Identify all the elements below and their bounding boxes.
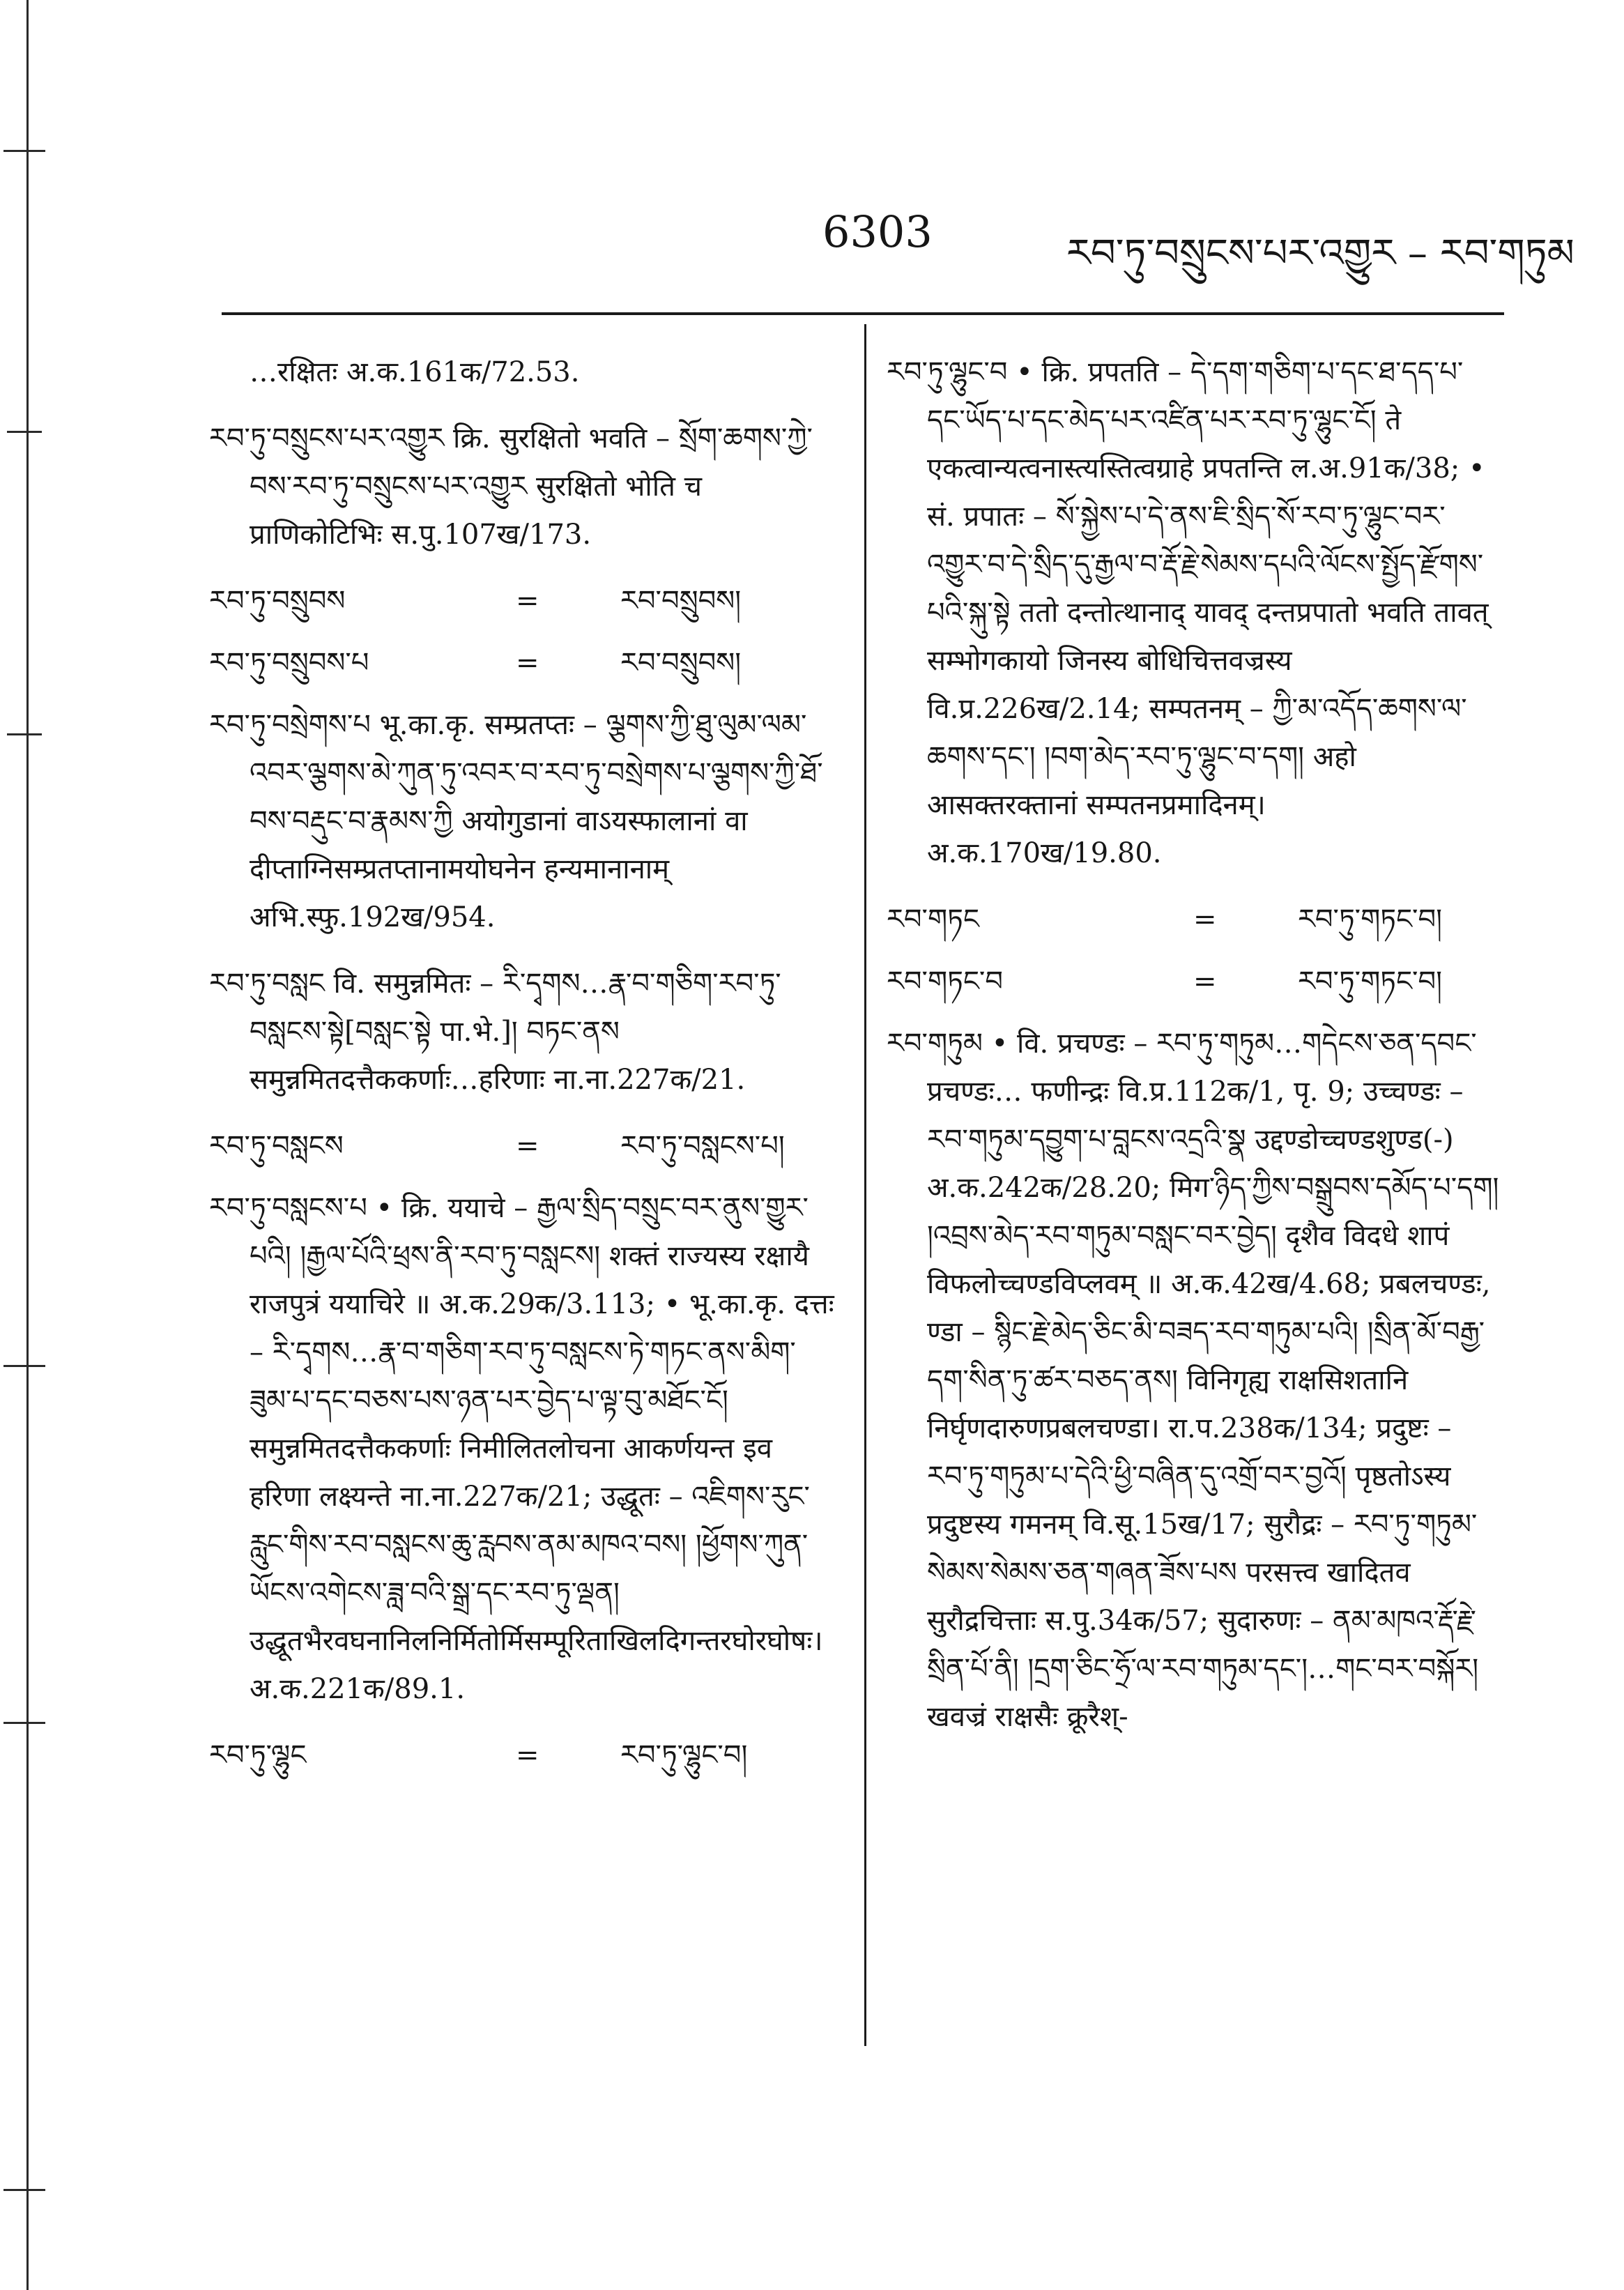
left-column — [209, 349, 836, 1794]
dictionary-entry — [209, 415, 836, 559]
margin-tick — [3, 1722, 45, 1724]
entry-text: རབ་ཏུ་ལྷུང་བ • क्रि. प्रपतति – དེ་དག་གཅིག་པ་དང་ཐ་དད་པ་དང་ཡོད་པ་དང་མེད་པར་འཛིན་པར་རབ་ཏུ་ལྷུང་ངོ། ते एकत्वान्यत्वनास्त्यस्तित्वग्राहे प्रपतन्ति ल.अ.91क/38; • सं. प्रपातः – སོ་སྐྱེས་པ་དེ་ནས་ཇི་སྲིད་སོ་རབ་ཏུ་ལྷུང་བར་འགྱུར་བ་དེ་སྲིད་དུ་རྒྱལ་བ་རྡོ་རྗེ་སེམས་དཔའི་ལོངས་སྤྱོད་རྫོགས་པའི་སྐུ་སྟེ ततो दन्तोत्थानाद् यावद् दन्तप्रपातो भवति तावत् सम्भोगकायो जिनस्य बोधिचित्तवज्रस्य वि.प्र.226ख/2.14; सम्पतनम् – ཀྱི་མ་འདོད་ཆགས་ལ་ཆགས་དང་། །བག་མེད་རབ་ཏུ་ལྷུང་བ་དག། अहो आसक्तरक्तानां सम्पतनप्रमादिनम्। अ.क.170ख/19.80. — [887, 356, 1489, 869]
cross-reference — [209, 639, 836, 687]
xref-headword: རབ་ཏུ་བསྲུབས — [209, 585, 346, 617]
xref-equals: = — [1193, 903, 1217, 936]
margin-rule — [26, 0, 29, 2290]
margin-tick — [3, 150, 45, 152]
margin-tick — [7, 431, 42, 433]
xref-target: རབ་ཏུ་གཏང་བ། — [1298, 965, 1442, 998]
entry-text: …रक्षितः अ.क.161क/72.53. — [250, 356, 580, 388]
xref-target: རབ་བསྲུབས། — [620, 585, 742, 617]
dictionary-entry — [887, 1020, 1500, 1741]
xref-target: རབ་ཏུ་ལྷུང་བ། — [620, 1739, 748, 1771]
entry-text: རབ་ཏུ་བསླངས་པ • क्रि. ययाचे – རྒྱལ་སྲིད་བསྲུང་བར་ནུས་གྱུར་པའི། །རྒྱལ་པོའི་ཕྲས་ནི་རབ་ཏུ་བསླངས། शक्तं राज्यस्य रक्षायै राजपुत्रं ययाचिरे ॥ अ.क.29क/3.113; • भू.का.कृ. दत्तः – རི་དྭགས…རྣ་བ་གཅིག་རབ་ཏུ་བསླངས་ཏེ་གཏང་ནས་མིག་ཟུམ་པ་དང་བཅས་པས་ཉན་པར་བྱེད་པ་ལྟ་བུ་མཐོང་ངོ། समुन्नमितदत्तैककर्णाः निमीलितलोचना आकर्णयन्त इव हरिणा लक्ष्यन्ते ना.ना.227क/21; उद्धूतः – འཇིགས་རུང་རླུང་གིས་རབ་བསླངས་ཆུ་རླབས་ནམ་མཁའ་བས། །ཕྱོགས་ཀུན་ཡོངས་འགེངས་ཟླ་བའི་སྒྲ་དང་རབ་ཏུ་ལྡན། उद्धूतभैरवघनानिलनिर्मितोर्मिसम्पूरिताखिलदिगन्तरघोरघोषः। अ.क.221क/89.1. — [209, 1192, 834, 1705]
dictionary-entry — [209, 1184, 836, 1713]
margin-tick — [3, 1365, 45, 1367]
cross-reference — [887, 896, 1500, 944]
header-rule — [222, 312, 1504, 315]
cross-reference — [209, 1732, 836, 1780]
dictionary-entry — [209, 960, 836, 1104]
cross-reference — [209, 1122, 836, 1170]
xref-equals: = — [1193, 965, 1217, 998]
entry-text: རབ་ཏུ་བསྲེགས་པ भू.का.कृ. सम्प्रतप्तः – ལྕགས་ཀྱི་ཐུ་ལུམ་ལམ་འབར་ལྕགས་མེ་ཀུན་ཏུ་འབར་བ་རབ་ཏུ་བསྲེགས་པ་ལྕགས་ཀྱི་ཐོ་བས་བརྡུང་བ་རྣམས་ཀྱི अयोगुडानां वाऽयस्फालानां वा दीप्ताग्निसम्प्रतप्तानामयोघनेन हन्यमानानाम् अभि.स्फु.192ख/954. — [209, 709, 823, 933]
right-column — [887, 349, 1500, 1760]
xref-equals: = — [516, 1130, 539, 1162]
xref-equals: = — [516, 647, 539, 679]
xref-equals: = — [516, 585, 539, 617]
margin-tick — [7, 733, 42, 735]
column-divider — [864, 324, 866, 2046]
xref-headword: རབ་ཏུ་ལྷུང — [209, 1739, 307, 1771]
entry-text: རབ་ཏུ་བསྲུངས་པར་འགྱུར क्रि. सुरक्षितो भवति – སྲོག་ཆགས་ཀྱེ་བས་རབ་ཏུ་བསྲུངས་པར་འགྱུར सुरक्षितो भोति च प्राणिकोटिभिः स.पु.107ख/173. — [209, 422, 813, 551]
xref-equals: = — [516, 1739, 539, 1771]
running-head: རབ་ཏུ་བསྲུངས་པར་འགྱུར – རབ་གཏུམ — [1066, 231, 1575, 276]
margin-tick — [3, 2189, 45, 2191]
entry-text: རབ་ཏུ་བསླང वि. समुन्नमितः – རི་དྭགས…རྣ་བ་གཅིག་རབ་ཏུ་བསླངས་སྟེ[བསླང་སྟེ पा.भे.]། བཏང་ནས समुन्नमितदत्तैककर्णाः…हरिणाः ना.ना.227क/21. — [209, 968, 781, 1096]
xref-headword: རབ་ཏུ་བསྲུབས་པ — [209, 647, 369, 679]
cross-reference — [209, 577, 836, 625]
entry-text: རབ་གཏུམ • वि. प्रचण्डः – རབ་ཏུ་གཏུམ…གདེངས་ཅན་དབང་ प्रचण्डः… फणीन्द्रः वि.प्र.112क/1, पृ. 9; उच्चण्डः – རབ་གཏུམ་དབྱུག་པ་བླངས་འདྲའི་སྣ उद्दण्डोच्चण्डशुण्ड(-) अ.क.242क/28.20; मिग་ཉིད་ཀྱིས་བསྒྲུབས་དམོད་པ་དག། །འབྲས་མེད་རབ་གཏུམ་བསླང་བར་བྱེད། दृशैव विदधे शापं विफलोच्चण्डविप्लवम् ॥ अ.क.42ख/4.68; प्रबलचण्डः, ण्डा – སྙིང་རྗེ་མེད་ཅིང་མི་བཟད་རབ་གཏུམ་པའི། །སྲིན་མོ་བརྒྱ་དག་སིན་ཏུ་ཚར་བཅད་ནས། विनिगृह्य राक्षसिशतानि निर्घृणदारुणप्रबलचण्डा। रा.प.238क/134; प्रदुष्टः – རབ་ཏུ་གཏུམ་པ་དེའི་ཕྱི་བཞིན་དུ་འགྲོ་བར་བྱའོ། पृष्ठतोऽस्य प्रदुष्टस्य गमनम् वि.सू.15ख/17; सुरौद्रः – རབ་ཏུ་གཏུམ་སེམས་སེམས་ཅན་གཞན་ཟོས་པས परसत्त्व खादितव सुरौद्रचित्ताः स.पु.34क/57; सुदारुणः – ནམ་མཁའ་རྡོ་རྗེ་སྲིན་པོ་ནི། །དྲག་ཅིང་ཧྲོ་ལ་རབ་གཏུམ་དང་།…གང་བར་བསྐོར། खवज्रं राक्षसैः क्रूरैश्- — [887, 1028, 1499, 1733]
xref-headword: རབ་གཏང — [887, 903, 979, 936]
dictionary-entry — [887, 349, 1500, 878]
xref-headword: རབ་གཏང་བ — [887, 965, 1003, 998]
xref-target: རབ་བསྲུབས། — [620, 647, 742, 679]
xref-target: རབ་ཏུ་གཏང་བ། — [1298, 903, 1442, 936]
dictionary-entry — [209, 701, 836, 942]
cross-reference — [887, 958, 1500, 1006]
xref-headword: རབ་ཏུ་བསླངས — [209, 1130, 344, 1162]
page-number: 6303 — [822, 206, 933, 257]
xref-target: རབ་ཏུ་བསླངས་པ། — [620, 1130, 785, 1162]
dictionary-entry — [209, 349, 836, 397]
